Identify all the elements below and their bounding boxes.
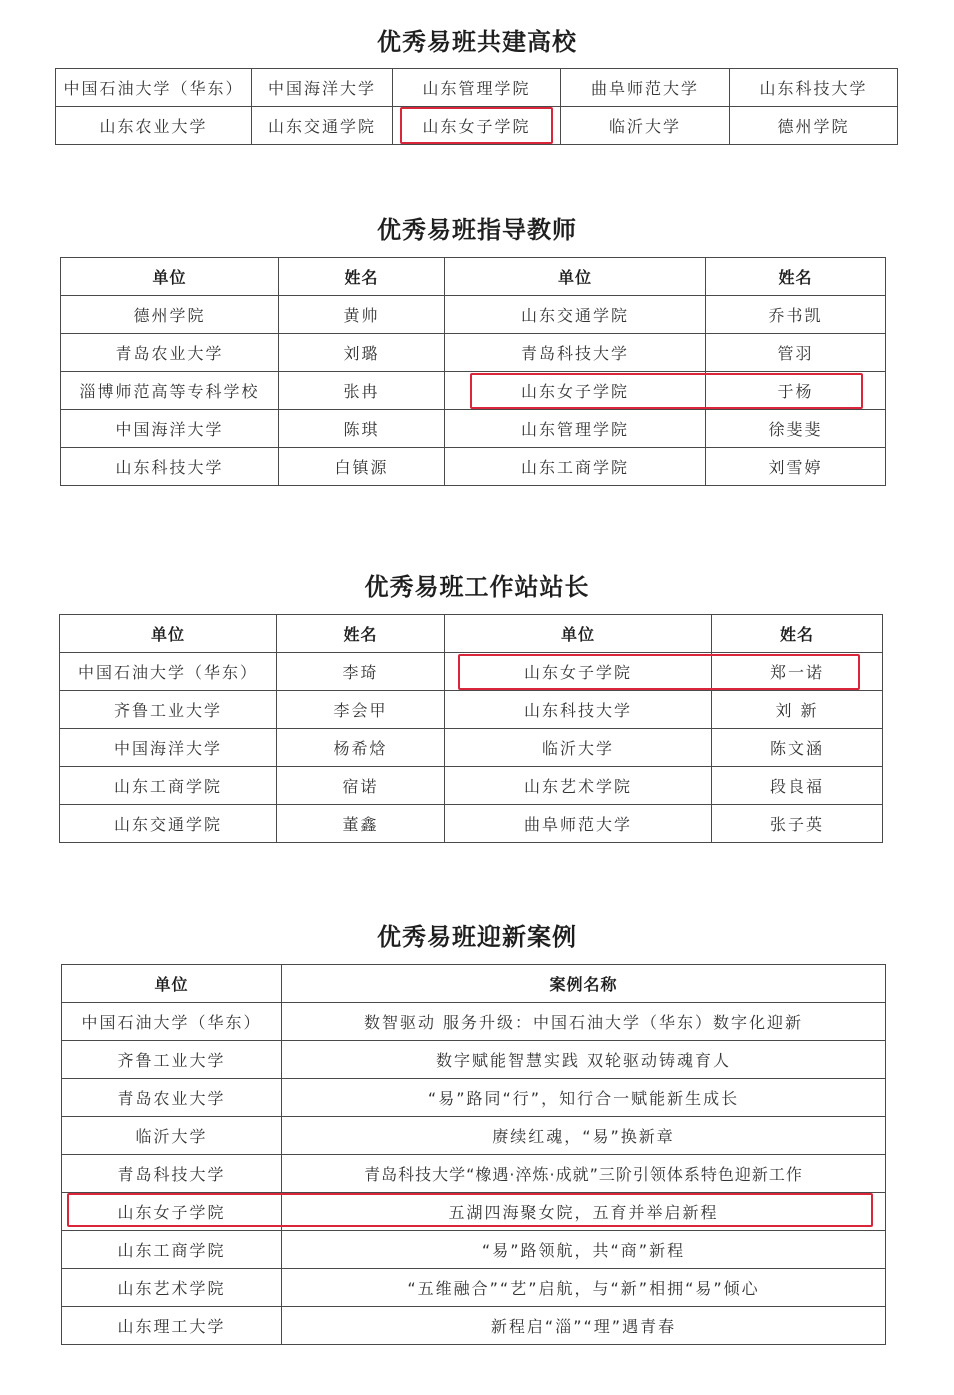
table-cell: 刘 新 bbox=[712, 691, 883, 729]
table-cell: 张冉 bbox=[279, 372, 445, 410]
table-cell: 乔书凯 bbox=[706, 296, 886, 334]
table-cell: 刘璐 bbox=[279, 334, 445, 372]
column-header: 姓名 bbox=[706, 258, 886, 296]
table-row bbox=[62, 1041, 886, 1079]
table-row bbox=[60, 767, 883, 805]
table-cell: 青岛农业大学 bbox=[62, 1079, 282, 1117]
table-cell: 中国石油大学（华东） bbox=[62, 1003, 282, 1041]
table-cell: 山东艺术学院 bbox=[62, 1269, 282, 1307]
column-header: 单位 bbox=[60, 615, 277, 653]
table-cell: 山东科技大学 bbox=[61, 448, 279, 486]
table-row bbox=[60, 691, 883, 729]
table-cell: “五维融合”“艺”启航，与“新”相拥“易”倾心 bbox=[282, 1269, 886, 1307]
table-cell: 山东女子学院 bbox=[62, 1193, 282, 1231]
table-cell: 中国海洋大学 bbox=[252, 69, 393, 107]
column-header: 姓名 bbox=[712, 615, 883, 653]
table-row bbox=[62, 1193, 886, 1231]
table-row bbox=[62, 1079, 886, 1117]
table-cell: 德州学院 bbox=[61, 296, 279, 334]
table-cell: 山东管理学院 bbox=[445, 410, 706, 448]
table-row bbox=[62, 1155, 886, 1193]
title-partner-universities: 优秀易班共建高校 bbox=[377, 27, 577, 56]
table-cell: 青岛科技大学 bbox=[445, 334, 706, 372]
title-guidance-teachers: 优秀易班指导教师 bbox=[377, 215, 577, 244]
table-cell: 曲阜师范大学 bbox=[445, 805, 712, 843]
table-row bbox=[62, 1117, 886, 1155]
table-cell: 黄帅 bbox=[279, 296, 445, 334]
table-row bbox=[62, 1269, 886, 1307]
table-row bbox=[61, 296, 886, 334]
table-row bbox=[61, 334, 886, 372]
table-cell: “易”路领航，共“商”新程 bbox=[282, 1231, 886, 1269]
column-header: 案例名称 bbox=[282, 965, 886, 1003]
column-header: 单位 bbox=[61, 258, 279, 296]
column-header: 单位 bbox=[62, 965, 282, 1003]
table-header-row bbox=[62, 965, 886, 1003]
table-row bbox=[61, 372, 886, 410]
table-cell: 宿诺 bbox=[277, 767, 445, 805]
table-cell: 临沂大学 bbox=[445, 729, 712, 767]
column-header: 单位 bbox=[445, 615, 712, 653]
table-cell: 山东女子学院 bbox=[445, 653, 712, 691]
table-row bbox=[62, 1003, 886, 1041]
partner-universities-table bbox=[55, 68, 898, 145]
table-cell: 中国石油大学（华东） bbox=[56, 69, 252, 107]
table-cell: 临沂大学 bbox=[561, 107, 730, 145]
table-row bbox=[60, 805, 883, 843]
table-cell: 齐鲁工业大学 bbox=[62, 1041, 282, 1079]
table-header-row bbox=[61, 258, 886, 296]
table-row bbox=[62, 1307, 886, 1345]
table-cell: 山东理工大学 bbox=[62, 1307, 282, 1345]
table-cell: 青岛农业大学 bbox=[61, 334, 279, 372]
table-cell: 五湖四海聚女院，五育并举启新程 bbox=[282, 1193, 886, 1231]
table-row bbox=[60, 729, 883, 767]
table-cell: 数智驱动 服务升级：中国石油大学（华东）数字化迎新 bbox=[282, 1003, 886, 1041]
table-cell: 于杨 bbox=[706, 372, 886, 410]
station-heads-table bbox=[59, 614, 883, 843]
table-cell: 董鑫 bbox=[277, 805, 445, 843]
table-cell: 管羽 bbox=[706, 334, 886, 372]
table-cell: 山东科技大学 bbox=[445, 691, 712, 729]
table-cell: 曲阜师范大学 bbox=[561, 69, 730, 107]
table-cell: 白镇源 bbox=[279, 448, 445, 486]
table-row bbox=[61, 410, 886, 448]
orientation-cases-table bbox=[61, 964, 886, 1345]
table-cell: 杨希焓 bbox=[277, 729, 445, 767]
table-cell: 李琦 bbox=[277, 653, 445, 691]
table-cell: 山东工商学院 bbox=[445, 448, 706, 486]
table-cell: 郑一诺 bbox=[712, 653, 883, 691]
table-cell: 段良福 bbox=[712, 767, 883, 805]
table-cell: 陈文涵 bbox=[712, 729, 883, 767]
table-cell: 临沂大学 bbox=[62, 1117, 282, 1155]
table-cell: 李会甲 bbox=[277, 691, 445, 729]
table-cell: 中国石油大学（华东） bbox=[60, 653, 277, 691]
table-cell: 中国海洋大学 bbox=[61, 410, 279, 448]
column-header: 单位 bbox=[445, 258, 706, 296]
table-cell: 山东交通学院 bbox=[252, 107, 393, 145]
column-header: 姓名 bbox=[277, 615, 445, 653]
title-orientation-cases: 优秀易班迎新案例 bbox=[377, 922, 577, 951]
table-header-row bbox=[60, 615, 883, 653]
table-cell: 山东工商学院 bbox=[60, 767, 277, 805]
table-cell: 徐斐斐 bbox=[706, 410, 886, 448]
table-cell: 齐鲁工业大学 bbox=[60, 691, 277, 729]
table-cell: 山东女子学院 bbox=[393, 107, 561, 145]
table-cell: 淄博师范高等专科学校 bbox=[61, 372, 279, 410]
table-cell: 新程启“淄”“理”遇青春 bbox=[282, 1307, 886, 1345]
table-row bbox=[60, 653, 883, 691]
table-cell: 山东科技大学 bbox=[730, 69, 898, 107]
table-cell: 张子英 bbox=[712, 805, 883, 843]
table-cell: 山东女子学院 bbox=[445, 372, 706, 410]
table-cell: 中国海洋大学 bbox=[60, 729, 277, 767]
table-cell: 山东工商学院 bbox=[62, 1231, 282, 1269]
table-row bbox=[61, 448, 886, 486]
table-row bbox=[56, 69, 898, 107]
table-cell: 陈琪 bbox=[279, 410, 445, 448]
column-header: 姓名 bbox=[279, 258, 445, 296]
table-cell: “易”路同“行”，知行合一赋能新生成长 bbox=[282, 1079, 886, 1117]
guidance-teachers-table bbox=[60, 257, 886, 486]
table-cell: 山东管理学院 bbox=[393, 69, 561, 107]
table-cell: 山东交通学院 bbox=[445, 296, 706, 334]
table-cell: 青岛科技大学“橡遇·淬炼·成就”三阶引领体系特色迎新工作 bbox=[282, 1155, 886, 1193]
table-row bbox=[56, 107, 898, 145]
table-cell: 山东农业大学 bbox=[56, 107, 252, 145]
table-cell: 德州学院 bbox=[730, 107, 898, 145]
table-row bbox=[62, 1231, 886, 1269]
title-station-heads: 优秀易班工作站站长 bbox=[364, 572, 590, 601]
table-cell: 赓续红魂，“易”换新章 bbox=[282, 1117, 886, 1155]
table-cell: 青岛科技大学 bbox=[62, 1155, 282, 1193]
table-cell: 刘雪婷 bbox=[706, 448, 886, 486]
table-cell: 数字赋能智慧实践 双轮驱动铸魂育人 bbox=[282, 1041, 886, 1079]
table-cell: 山东交通学院 bbox=[60, 805, 277, 843]
table-cell: 山东艺术学院 bbox=[445, 767, 712, 805]
